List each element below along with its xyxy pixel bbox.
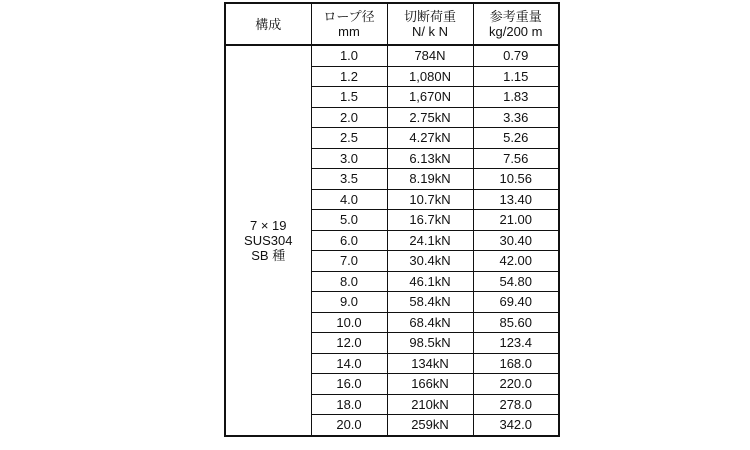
diameter-cell: 2.5 xyxy=(311,128,387,149)
breaking-load-cell: 784N xyxy=(387,45,473,66)
weight-cell: 42.00 xyxy=(473,251,559,272)
weight-cell: 69.40 xyxy=(473,292,559,313)
header-breaking-load xyxy=(387,3,473,45)
weight-cell: 30.40 xyxy=(473,230,559,251)
weight-cell: 123.4 xyxy=(473,333,559,354)
composition-line3: SB 種 xyxy=(251,247,286,263)
diameter-cell: 20.0 xyxy=(311,415,387,436)
breaking-load-cell: 58.4kN xyxy=(387,292,473,313)
breaking-load-cell: 68.4kN xyxy=(387,312,473,333)
diameter-cell: 6.0 xyxy=(311,230,387,251)
breaking-load-cell: 166kN xyxy=(387,374,473,395)
weight-cell: 10.56 xyxy=(473,169,559,190)
header-weight xyxy=(473,3,559,45)
breaking-load-cell: 6.13kN xyxy=(387,148,473,169)
header-diameter xyxy=(311,3,387,45)
header-weight-unit: kg/200 m xyxy=(489,24,543,39)
weight-cell: 168.0 xyxy=(473,353,559,374)
breaking-load-cell: 1,080N xyxy=(387,66,473,87)
breaking-load-cell: 134kN xyxy=(387,353,473,374)
diameter-cell: 1.5 xyxy=(311,87,387,108)
breaking-load-cell: 46.1kN xyxy=(387,271,473,292)
diameter-cell: 12.0 xyxy=(311,333,387,354)
diameter-cell: 5.0 xyxy=(311,210,387,231)
composition-line2: SUS304 xyxy=(244,232,293,248)
diameter-cell: 1.0 xyxy=(311,45,387,66)
weight-cell: 278.0 xyxy=(473,394,559,415)
header-diameter-label: ロープ径 xyxy=(323,9,375,24)
weight-cell: 0.79 xyxy=(473,45,559,66)
weight-cell: 1.15 xyxy=(473,66,559,87)
diameter-cell: 7.0 xyxy=(311,251,387,272)
diameter-cell: 1.2 xyxy=(311,66,387,87)
diameter-cell: 4.0 xyxy=(311,189,387,210)
breaking-load-cell: 24.1kN xyxy=(387,230,473,251)
header-diameter-unit: mm xyxy=(338,24,360,39)
composition-line1: 7 × 19 xyxy=(249,217,287,233)
breaking-load-cell: 210kN xyxy=(387,394,473,415)
diameter-cell: 8.0 xyxy=(311,271,387,292)
header-composition-label: 構成 xyxy=(255,16,282,32)
spec-table xyxy=(224,2,560,437)
header-breaking-load-unit: N/ k N xyxy=(411,24,449,39)
diameter-cell: 2.0 xyxy=(311,107,387,128)
header-composition xyxy=(225,3,311,45)
weight-cell: 1.83 xyxy=(473,87,559,108)
breaking-load-cell: 98.5kN xyxy=(387,333,473,354)
breaking-load-cell: 2.75kN xyxy=(387,107,473,128)
breaking-load-cell: 10.7kN xyxy=(387,189,473,210)
table-body xyxy=(225,45,559,436)
diameter-cell: 18.0 xyxy=(311,394,387,415)
table-header xyxy=(225,3,559,45)
breaking-load-cell: 1,670N xyxy=(387,87,473,108)
diameter-cell: 16.0 xyxy=(311,374,387,395)
header-weight-label: 参考重量 xyxy=(489,9,542,24)
diameter-cell: 9.0 xyxy=(311,292,387,313)
breaking-load-cell: 259kN xyxy=(387,415,473,436)
diameter-cell: 14.0 xyxy=(311,353,387,374)
weight-cell: 85.60 xyxy=(473,312,559,333)
breaking-load-cell: 16.7kN xyxy=(387,210,473,231)
diameter-cell: 3.5 xyxy=(311,169,387,190)
weight-cell: 342.0 xyxy=(473,415,559,436)
breaking-load-cell: 30.4kN xyxy=(387,251,473,272)
table-row xyxy=(225,45,559,66)
weight-cell: 3.36 xyxy=(473,107,559,128)
weight-cell: 7.56 xyxy=(473,148,559,169)
weight-cell: 5.26 xyxy=(473,128,559,149)
composition-cell xyxy=(225,45,311,436)
diameter-cell: 3.0 xyxy=(311,148,387,169)
weight-cell: 21.00 xyxy=(473,210,559,231)
breaking-load-cell: 8.19kN xyxy=(387,169,473,190)
weight-cell: 220.0 xyxy=(473,374,559,395)
weight-cell: 13.40 xyxy=(473,189,559,210)
weight-cell: 54.80 xyxy=(473,271,559,292)
header-breaking-load-label: 切断荷重 xyxy=(403,9,456,24)
header-row xyxy=(225,3,559,45)
diameter-cell: 10.0 xyxy=(311,312,387,333)
breaking-load-cell: 4.27kN xyxy=(387,128,473,149)
